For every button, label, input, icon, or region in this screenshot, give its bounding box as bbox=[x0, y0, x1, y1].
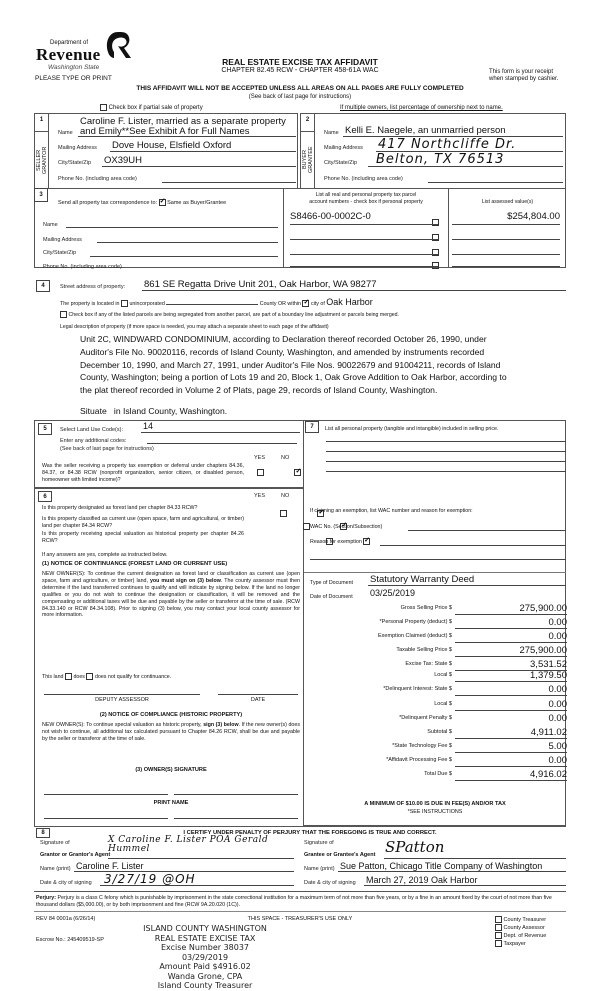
gross-selling-price-field[interactable]: 275,900.00 bbox=[455, 603, 567, 615]
deputy-assessor-label: DEPUTY ASSESSOR bbox=[95, 697, 149, 703]
grantee-date-label: Date & city of signing bbox=[304, 880, 356, 886]
notice-2-text-b: . If the new owner(s) does not wish to continue, all additional tax calculated pursuant to Chapter 84.26 RCW, shall be due and payable by the seller or transferor at the time of sale. bbox=[42, 722, 300, 742]
grantor-name-field[interactable]: Caroline F. Lister bbox=[76, 861, 144, 871]
see-instructions-note: *SEE INSTRUCTIONS bbox=[407, 809, 463, 815]
grantee-signature-field[interactable]: SPatton bbox=[385, 838, 445, 856]
section-1-divider bbox=[34, 131, 49, 132]
copy-dept-of-revenue bbox=[495, 932, 546, 940]
city-value[interactable]: Oak Harbor bbox=[326, 297, 373, 307]
does-label: does bbox=[73, 673, 85, 680]
subtotal-row bbox=[300, 727, 570, 740]
land-use-label: Select Land Use Code(s): bbox=[60, 427, 123, 433]
buyer-city-field[interactable]: Belton, TX 76513 bbox=[376, 152, 505, 167]
seller-mailing-field[interactable]: Dove House, Elsfield Oxford bbox=[112, 140, 232, 151]
copy-label: Taxpayer bbox=[503, 941, 526, 947]
multiple-owners-note: If multiple owners, list percentage of ownership next to name. bbox=[340, 105, 503, 111]
reason-field-2[interactable] bbox=[310, 559, 566, 560]
exemption-no-checkbox[interactable] bbox=[294, 469, 301, 476]
buyer-side-label bbox=[302, 140, 314, 180]
owner-print-name-field-2[interactable] bbox=[174, 818, 298, 819]
copy-label: Dept. of Revenue bbox=[503, 933, 547, 939]
parcel-header-line2: account numbers - check box if personal property bbox=[309, 199, 423, 205]
forest-land-question: Is this property designated as forest land per chapter 84.33 RCW? bbox=[42, 505, 198, 511]
land-use-underline bbox=[141, 432, 300, 433]
perjury-label: Perjury: bbox=[36, 895, 57, 901]
owner-print-name-field-1[interactable] bbox=[44, 818, 168, 819]
this-land-label: This land bbox=[42, 673, 64, 680]
amount-label: Local $ bbox=[434, 672, 452, 678]
no-header: NO bbox=[281, 493, 290, 499]
city-of-label: city of bbox=[310, 301, 325, 307]
buyer-phone-field[interactable] bbox=[428, 182, 563, 183]
corr-name-field[interactable] bbox=[66, 227, 278, 228]
taxable-selling-price-field[interactable]: 275,900.00 bbox=[455, 645, 567, 657]
perjury-divider bbox=[34, 911, 566, 912]
yes-header: YES bbox=[254, 493, 266, 499]
city-checkbox[interactable] bbox=[302, 300, 309, 307]
doc-type-underline bbox=[368, 585, 566, 586]
logo-dept-text: Department of bbox=[50, 40, 89, 46]
certify-statement: I CERTIFY UNDER PENALTY OF PERJURY THAT THE FOREGOING IS TRUE AND CORRECT. bbox=[183, 830, 437, 836]
parcel-row bbox=[290, 226, 562, 240]
logo-revenue-text: Revenue bbox=[36, 45, 101, 64]
grantor-date-label: Date & city of signing bbox=[40, 880, 92, 886]
assessed-value[interactable]: $254,804.00 bbox=[507, 211, 560, 222]
treasurer-use-label: THIS SPACE - TREASURER'S USE ONLY bbox=[247, 916, 353, 922]
legal-description[interactable] bbox=[80, 333, 507, 397]
grantor-name-label: Name (print) bbox=[40, 866, 71, 872]
affidavit-processing-fee-row bbox=[300, 755, 570, 768]
notice-1-text-a: NEW OWNER(S): To continue the current designation as forest land or classification as current use (open space, farm and agriculture, or timber) land, bbox=[42, 571, 300, 584]
section-1-number: 1 bbox=[39, 117, 44, 123]
property-location-row bbox=[60, 297, 373, 307]
street-field[interactable]: 861 SE Regatta Drive Unit 201, Oak Harbor, WA 98277 bbox=[144, 279, 377, 290]
reason-field[interactable] bbox=[380, 545, 566, 546]
grantee-agent-label: Grantee or Grantee's Agent bbox=[304, 852, 376, 858]
grantor-agent-label: Grantor or Grantor's Agent bbox=[40, 852, 111, 858]
total-due-field[interactable]: 4,916.02 bbox=[455, 769, 567, 781]
treasurer-stamp bbox=[135, 924, 275, 991]
seller-city-field[interactable]: OX39UH bbox=[104, 155, 143, 166]
corr-name-label: Name bbox=[43, 222, 58, 228]
notice-2-text bbox=[42, 722, 300, 743]
seller-side-label bbox=[36, 140, 48, 180]
grantee-date-underline bbox=[364, 885, 566, 886]
county-treasurer-checkbox[interactable] bbox=[495, 916, 502, 923]
notice-1-title: (1) NOTICE OF CONTINUANCE (FOREST LAND OR CURRENT USE) bbox=[42, 561, 228, 567]
form-number: REV 84 0001a (6/26/14) bbox=[36, 916, 96, 922]
amount-label: Taxable Selling Price $ bbox=[396, 647, 452, 653]
form-title: REAL ESTATE EXCISE TAX AFFIDAVIT bbox=[222, 57, 378, 67]
doc-date-field[interactable]: 03/25/2019 bbox=[370, 588, 416, 598]
notice-2-bold: sign (3) below bbox=[203, 722, 239, 728]
section-2-number: 2 bbox=[305, 117, 310, 123]
additional-codes-note: (See back of last page for instructions) bbox=[60, 446, 154, 452]
wac-field[interactable] bbox=[408, 530, 566, 531]
legal-line: the plat thereof recorded in Volume 2 of Plats, page 29, records of Island County, Washington. bbox=[80, 385, 438, 396]
affidavit-processing-fee-field[interactable]: 0.00 bbox=[455, 755, 567, 767]
partial-sale-row bbox=[100, 104, 203, 111]
delinquent-interest-local-row bbox=[300, 699, 570, 712]
exemption-claimed-field[interactable]: 0.00 bbox=[455, 631, 567, 643]
subtotal-field[interactable]: 4,911.02 bbox=[455, 727, 567, 739]
reason-label: Reason for exemption bbox=[310, 539, 362, 545]
same-as-buyer-label: Same as Buyer/Grantee bbox=[167, 199, 227, 206]
warning-text: THIS AFFIDAVIT WILL NOT BE ACCEPTED UNLESS ALL AREAS ON ALL PAGES ARE FULLY COMPLETED bbox=[136, 85, 464, 92]
buyer-name-label: Name bbox=[324, 130, 339, 136]
total-due-row bbox=[300, 769, 570, 782]
situate-text: Situate in Island County, Washington. bbox=[80, 406, 228, 416]
legal-line: Auditor's File No. 90020116, records of Island County, Washington, and amended by instruments recorded bbox=[80, 346, 485, 357]
delinquent-penalty-field[interactable]: 0.00 bbox=[548, 713, 567, 724]
owner-signature-title: (3) OWNER(S) SIGNATURE bbox=[135, 767, 207, 773]
amount-label: Total Due $ bbox=[424, 771, 452, 777]
legal-label: Legal description of property (if more space is needed, you may attach a separate sheet to each page of the affidavit) bbox=[60, 324, 329, 330]
copy-label: County Treasurer bbox=[503, 917, 547, 923]
section-3-number: 3 bbox=[34, 188, 48, 202]
doc-type-label: Type of Document bbox=[310, 580, 353, 586]
excise-tax-local-row bbox=[300, 670, 570, 683]
forest-yes-checkbox[interactable] bbox=[280, 510, 287, 517]
parcel-number[interactable]: S8466-00-0002C-0 bbox=[290, 211, 371, 222]
stamp-line: ISLAND COUNTY WASHINGTON bbox=[143, 924, 267, 933]
parcel-header bbox=[284, 192, 448, 206]
owner-signature-field-1[interactable] bbox=[44, 794, 168, 795]
grantee-signature-label: Signature of bbox=[304, 840, 334, 846]
assessed-header: List assessed value(s) bbox=[481, 199, 534, 205]
buyer-city-label: City/State/Zip bbox=[324, 160, 358, 166]
seller-name-label: Name bbox=[58, 130, 73, 136]
copy-county-treasurer bbox=[495, 916, 546, 924]
personal-property-label: List all personal property (tangible and intangible) included in selling price. bbox=[325, 426, 499, 432]
form-subtitle: CHAPTER 82.45 RCW - CHAPTER 458-61A WAC bbox=[221, 67, 379, 74]
notice-1-bold: you must sign on (3) below bbox=[149, 577, 221, 584]
section-2-divider bbox=[300, 131, 315, 132]
send-correspondence-label: Send all property tax correspondence to: bbox=[58, 199, 158, 206]
state-technology-fee-row bbox=[300, 741, 570, 754]
doc-date-label: Date of Document bbox=[310, 594, 353, 600]
does-qualify-checkbox[interactable] bbox=[65, 673, 72, 680]
exemption-claimed-row bbox=[300, 631, 570, 644]
historical-question: Is this property receiving special valuation as historical property per chapter 84.26 RCW? bbox=[42, 531, 244, 544]
gross-selling-price-row bbox=[300, 603, 570, 616]
state-technology-fee-field[interactable]: 5.00 bbox=[455, 741, 567, 753]
parcel-field[interactable] bbox=[290, 239, 438, 240]
parcel-row bbox=[290, 211, 562, 225]
logo-state-text: Washington State bbox=[48, 64, 100, 71]
legal-line: Unit 2C, WINDWARD CONDOMINIUM, according to Declaration thereof recorded October 26, 1990, under bbox=[80, 334, 487, 344]
doc-type-field[interactable]: Statutory Warranty Deed bbox=[370, 574, 475, 585]
seller-phone-label: Phone No. (including area code) bbox=[58, 176, 137, 182]
amount-label: *Delinquent Penalty $ bbox=[399, 715, 452, 721]
personal-property-line-3[interactable] bbox=[326, 461, 566, 462]
seller-mailing-underline bbox=[110, 151, 296, 152]
grantee-name-label: Name (print) bbox=[304, 866, 335, 872]
perjury-notice bbox=[36, 895, 566, 909]
receipt-note-1: This form is your receipt bbox=[489, 69, 554, 75]
stamp-line: Amount Paid $4916.02 bbox=[159, 962, 251, 971]
excise-tax-local-field[interactable]: 1,379.50 bbox=[455, 670, 567, 682]
section-4-number: 4 bbox=[36, 280, 50, 292]
grantee-name-field[interactable]: Sue Patton, Chicago Title Company of Washington bbox=[340, 861, 543, 871]
exemption-claim-label: If claiming an exemption, list WAC number and reason for exemption: bbox=[310, 508, 473, 514]
buyer-mailing-label: Mailing Address bbox=[324, 145, 363, 151]
amount-label: Subtotal $ bbox=[427, 729, 452, 735]
located-label: The property is located in bbox=[60, 301, 120, 307]
minimum-due-note: A MINIMUM OF $10.00 IS DUE IN FEE(S) AND/OR TAX bbox=[364, 801, 506, 807]
amount-label: Local $ bbox=[434, 701, 452, 707]
parcel-row bbox=[290, 241, 562, 255]
segregated-row bbox=[60, 311, 399, 318]
delinquent-interest-state-field[interactable]: 0.00 bbox=[455, 684, 567, 696]
if-yes-note: If any answers are yes, complete as instructed below. bbox=[42, 552, 168, 558]
buyer-city-underline bbox=[368, 166, 563, 167]
seller-name-line1[interactable]: Caroline F. Lister, married as a separate property bbox=[80, 116, 286, 127]
send-correspondence-row bbox=[58, 199, 226, 206]
dept-of-revenue-checkbox[interactable] bbox=[495, 932, 502, 939]
this-land-row bbox=[42, 673, 171, 680]
partial-sale-checkbox[interactable] bbox=[100, 104, 107, 111]
corr-mailing-field[interactable] bbox=[97, 242, 278, 243]
same-as-buyer-checkbox[interactable] bbox=[159, 199, 166, 206]
parcel-underline bbox=[290, 224, 438, 225]
buyer-phone-label: Phone No. (including area code) bbox=[324, 176, 403, 182]
personal-property-line-4[interactable] bbox=[326, 471, 566, 472]
parcel-header-line1: List all real and personal property tax parcel bbox=[315, 192, 417, 198]
county-field[interactable] bbox=[166, 304, 258, 305]
grantee-name-underline bbox=[338, 871, 566, 872]
buyer-mailing-field[interactable]: 417 Northcliffe Dr. bbox=[378, 137, 517, 152]
copy-county-assessor bbox=[495, 924, 546, 932]
seller-name-line2[interactable]: and Emily**See Exhibit A for Full Names bbox=[80, 126, 250, 137]
escrow-number: 245409519-SP bbox=[67, 937, 104, 943]
partial-sale-label: Check box if partial sale of property bbox=[108, 105, 203, 112]
grantor-signature-label: Signature of bbox=[40, 840, 70, 846]
does-not-label: does not qualify for continuance. bbox=[94, 673, 172, 680]
grantee-signature-underline bbox=[384, 858, 566, 859]
segregated-checkbox[interactable] bbox=[60, 311, 67, 318]
section-6-number: 6 bbox=[38, 491, 52, 502]
receipt-note-2: when stamped by cashier. bbox=[489, 76, 559, 82]
county-or-within-label: County OR within bbox=[259, 301, 301, 307]
taxable-selling-price-row bbox=[300, 645, 570, 658]
personal-property-line-1[interactable] bbox=[326, 441, 566, 442]
amount-label: Exemption Claimed (deduct) $ bbox=[378, 633, 452, 639]
buyer-name-field[interactable]: Kelli E. Naegele, an unmarried person bbox=[345, 125, 506, 136]
corr-city-label: City/State/Zip bbox=[43, 250, 77, 256]
copy-taxpayer bbox=[495, 940, 546, 948]
taxpayer-checkbox[interactable] bbox=[495, 940, 502, 947]
notice-2-text-a: NEW OWNER(S): To continue special valuation as historic property, bbox=[42, 722, 202, 728]
amount-label: *Affidavit Processing Fee $ bbox=[386, 757, 452, 763]
grantee-date-field[interactable]: March 27, 2019 Oak Harbor bbox=[366, 875, 478, 885]
county-assessor-checkbox[interactable] bbox=[495, 924, 502, 931]
copy-label: County Assessor bbox=[503, 925, 545, 931]
exemption-yes-checkbox[interactable] bbox=[257, 469, 264, 476]
legal-line: County, Washington; being a portion of Lots 19 and 20, Block 1, Oak Grove Addition to Oak Harbor, according to bbox=[80, 372, 507, 383]
notice-1-text-b: . The county assessor must then determine if the land transferred continues to qualify and will indicate by signing below. If the land no longer qualifies or you do not wish to continue the designation or classification, it will be removed and the compensating or additional taxes will be due and payable by the seller or transferor at the time of sale. (RCW 84.33.140 or RCW 84.34.108). Prior to signing (3) below, you may contact your local county assessor for more information. bbox=[42, 577, 300, 619]
street-underline bbox=[142, 290, 566, 291]
delinquent-interest-local-field[interactable]: 0.00 bbox=[455, 699, 567, 711]
section-7-number: 7 bbox=[305, 421, 319, 433]
parcel-row bbox=[290, 255, 562, 267]
section-8-number: 8 bbox=[36, 828, 50, 838]
personal-property-deduct-field[interactable]: 0.00 bbox=[455, 617, 567, 629]
section-7-divider bbox=[304, 572, 566, 573]
distribution-checklist bbox=[495, 916, 546, 948]
delinquent-penalty-row bbox=[300, 713, 570, 726]
excise-tax-state-field[interactable]: 3,531.52 bbox=[455, 659, 567, 671]
additional-codes-field[interactable] bbox=[147, 443, 297, 444]
date-label: DATE bbox=[250, 697, 266, 703]
perjury-text: Perjury is a class C felony which is punishable by imprisonment in the state correctional institution for a maximum term of not more than five years, or by a fine in an amount fixed by the court of not more than five thousand dollars ($5,000.00), or by both imprisonment and fine (RCW 9A.20.020 (1C)). bbox=[36, 895, 552, 908]
yes-header: YES bbox=[254, 455, 266, 461]
instructions-note: (See back of last page for instructions) bbox=[248, 94, 352, 100]
please-type-text: PLEASE TYPE OR PRINT bbox=[35, 75, 112, 82]
dor-logo-icon bbox=[104, 30, 132, 60]
amount-label: Gross Selling Price $ bbox=[400, 605, 452, 611]
print-name-label: PRINT NAME bbox=[153, 800, 189, 806]
seller-city-underline bbox=[102, 166, 296, 167]
amount-label: Excise Tax: State $ bbox=[405, 661, 452, 667]
stamp-line: Island County Treasurer bbox=[157, 981, 253, 990]
segregated-label: Check box if any of the listed parcels are being segregated from another parcel, are part of a boundary line adjustment or parcels being merged. bbox=[68, 311, 399, 318]
parcel-field[interactable] bbox=[290, 266, 438, 267]
wac-label: WAC No. (Section/Subsection) bbox=[310, 524, 383, 530]
grantor-label: GRANTOR bbox=[42, 146, 48, 174]
unincorporated-label: unincorporated bbox=[129, 301, 165, 307]
exemption-question: Was the seller receiving a property tax exemption or deferral under chapters 84.36, 84.37, or 84.38 RCW (nonprofit organization, senior citizen, or disabled person, homeowner with limited income)? bbox=[42, 463, 244, 483]
unincorporated-checkbox[interactable] bbox=[121, 300, 128, 307]
escrow-row bbox=[36, 937, 104, 943]
assessed-field[interactable] bbox=[452, 266, 560, 267]
stamp-line: Wanda Grone, CPA bbox=[167, 971, 243, 981]
grantor-signature-underline bbox=[108, 858, 294, 859]
buyer-label: BUYER bbox=[302, 150, 308, 170]
notice-2-title: (2) NOTICE OF COMPLIANCE (HISTORIC PROPERTY) bbox=[99, 712, 243, 718]
seller-city-label: City/State/Zip bbox=[58, 160, 92, 166]
land-use-field[interactable]: 14 bbox=[143, 421, 154, 431]
assessor-date-field[interactable] bbox=[218, 694, 298, 695]
section-5-number: 5 bbox=[38, 423, 52, 435]
corr-mailing-label: Mailing Address bbox=[43, 237, 82, 243]
grantee-label: GRANTEE bbox=[308, 146, 314, 174]
delinquent-interest-state-row bbox=[300, 684, 570, 697]
current-use-question: Is this property classified as current use (open space, farm and agricultural, or timber) land per chapter 84.34 RCW? bbox=[42, 516, 244, 529]
personal-property-line-2[interactable] bbox=[326, 451, 566, 452]
does-not-qualify-checkbox[interactable] bbox=[86, 673, 93, 680]
grantor-date-underline bbox=[100, 885, 294, 886]
notice-1-text bbox=[42, 571, 300, 619]
personal-property-deduct-row bbox=[300, 617, 570, 630]
amount-label: *Delinquent Interest: State $ bbox=[383, 686, 452, 692]
stamp-line: 03/29/2019 bbox=[181, 952, 229, 962]
no-header: NO bbox=[281, 455, 290, 461]
legal-line: December 10, 1990, and March 27, 1991, under Auditor's File Nos. 90022679 and 91004211, records of Island bbox=[80, 359, 501, 370]
seller-label: SELLER bbox=[36, 149, 42, 171]
stamp-line: REAL ESTATE EXCISE TAX bbox=[154, 933, 256, 943]
grantor-date-field[interactable]: 3/27/19 @OH bbox=[104, 872, 196, 886]
stamp-line: Excise Number 38037 bbox=[160, 943, 250, 952]
grantor-signature-field[interactable]: X Caroline F. Lister POA Gerald Hummel bbox=[108, 835, 269, 854]
assessed-underline bbox=[452, 224, 560, 225]
amount-label: *Personal Property (deduct) $ bbox=[379, 619, 452, 625]
seller-phone-field[interactable] bbox=[162, 182, 296, 183]
amount-label: *State Technology Fee $ bbox=[392, 743, 452, 749]
corr-phone-label: Phone No. (including area code) bbox=[43, 264, 122, 270]
deputy-assessor-signature-field[interactable] bbox=[44, 694, 200, 695]
additional-codes-label: Enter any additional codes: bbox=[60, 438, 127, 444]
street-label: Street address of property: bbox=[60, 284, 126, 290]
seller-name-underline bbox=[78, 136, 296, 137]
escrow-label: Escrow No.: bbox=[36, 937, 66, 943]
seller-mailing-label: Mailing Address bbox=[58, 145, 97, 151]
assessed-field[interactable] bbox=[452, 239, 560, 240]
corr-city-field[interactable] bbox=[90, 256, 278, 257]
owner-signature-field-2[interactable] bbox=[174, 794, 298, 795]
